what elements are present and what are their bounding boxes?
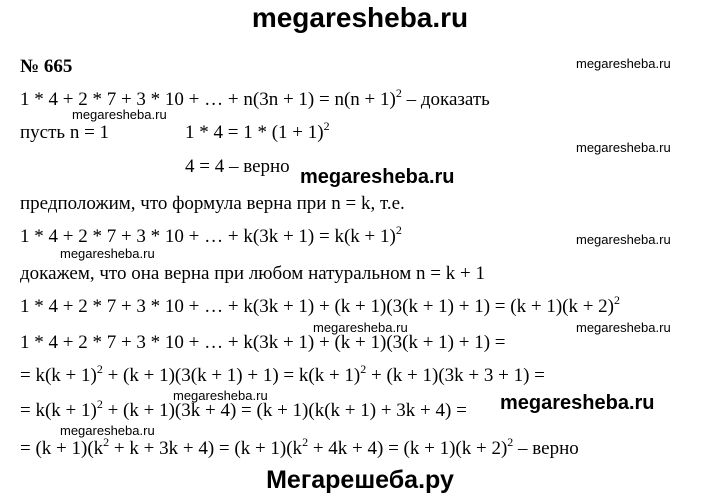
formula-text: + (k + 1)(3k + 4) = (k + 1)(k(k + 1) + 3k + 4) =	[102, 400, 467, 421]
formula-text: докажем, что она верна при любом натуральном n = k + 1	[20, 263, 485, 284]
text-line	[20, 122, 109, 144]
formula-text: + (k + 1)(3(k + 1) + 1) = k(k + 1)	[102, 365, 361, 386]
superscript: 2	[96, 397, 103, 411]
watermark: megaresheba.ru	[60, 423, 155, 438]
watermark: megaresheba.ru	[313, 320, 408, 335]
formula-line	[185, 156, 290, 178]
formula-text: + k + 3k + 4) = (k + 1)(k	[109, 438, 303, 459]
superscript: 2	[395, 86, 402, 100]
formula-text: 1 * 4 = 1 * (1 + 1)	[185, 122, 324, 143]
formula-line	[20, 293, 621, 319]
formula-text: = k(k + 1)	[20, 400, 97, 421]
superscript: 2	[96, 362, 103, 376]
superscript: 2	[614, 293, 621, 307]
watermark-bold: megaresheba.ru	[300, 166, 455, 188]
formula-line	[20, 435, 579, 461]
watermark: megaresheba.ru	[576, 140, 671, 155]
formula-text: + 4k + 4) = (k + 1)(k + 2)	[308, 438, 508, 459]
superscript: 2	[302, 435, 309, 449]
text-line	[20, 193, 405, 215]
formula-text: пусть n = 1	[20, 122, 110, 143]
formula-text: 1 * 4 + 2 * 7 + 3 * 10 + … + k(3k + 1) = k(k + 1)	[20, 226, 396, 247]
formula-text: = (k + 1)(k	[20, 438, 104, 459]
superscript: 2	[395, 223, 402, 237]
watermark: megaresheba.ru	[60, 246, 155, 261]
superscript: 2	[103, 435, 110, 449]
site-header: megaresheba.ru	[251, 2, 469, 33]
site-footer: Мегарешеба.ру	[266, 466, 454, 494]
formula-line	[20, 362, 545, 388]
superscript: 2	[507, 435, 514, 449]
formula-text: 1 * 4 + 2 * 7 + 3 * 10 + … + k(3k + 1) + (k + 1)(3(k + 1) + 1) = (k + 1)(k + 2)	[20, 296, 615, 317]
watermark-bold: megaresheba.ru	[500, 392, 655, 414]
formula-text: = k(k + 1)	[20, 365, 97, 386]
formula-text: 1 * 4 + 2 * 7 + 3 * 10 + … + k(3k + 1) + (k + 1)(3(k + 1) + 1) =	[20, 332, 506, 353]
formula-text: + (k + 1)(3k + 3 + 1) =	[366, 365, 545, 386]
watermark: megaresheba.ru	[72, 107, 167, 122]
formula-line	[20, 397, 467, 423]
problem-number: № 665	[20, 56, 73, 77]
watermark: megaresheba.ru	[576, 320, 671, 335]
formula-text: – верно	[513, 438, 579, 459]
formula-text: 4 = 4 – верно	[185, 156, 290, 177]
superscript: 2	[323, 119, 330, 133]
formula-text: предположим, что формула верна при n = k, т.е.	[20, 193, 405, 214]
text-line	[20, 263, 485, 285]
formula-line	[20, 332, 506, 354]
watermark: megaresheba.ru	[576, 56, 671, 71]
formula-text: – доказать	[401, 89, 490, 110]
superscript: 2	[360, 362, 367, 376]
watermark: megaresheba.ru	[173, 388, 268, 403]
watermark: megaresheba.ru	[576, 232, 671, 247]
formula-line	[185, 119, 330, 145]
formula-text: 1 * 4 + 2 * 7 + 3 * 10 + … + n(3n + 1) = n(n + 1)	[20, 89, 396, 110]
